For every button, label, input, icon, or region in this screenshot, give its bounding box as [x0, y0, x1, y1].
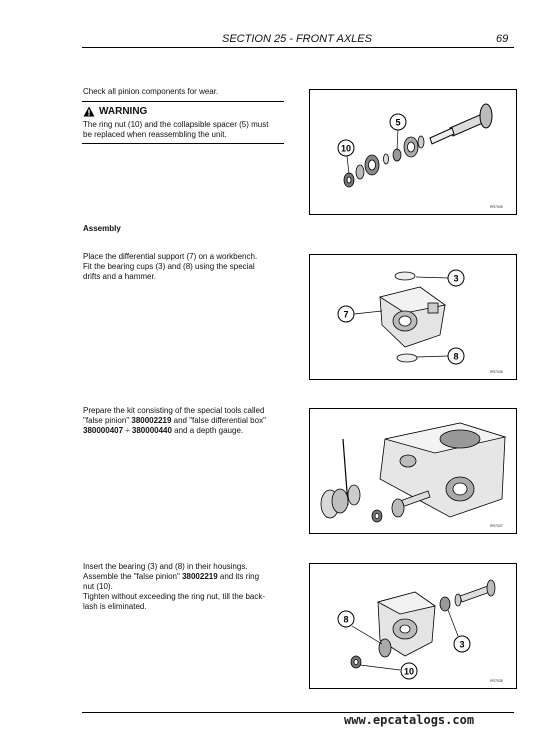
section-title: SECTION 25 - FRONT AXLES: [222, 33, 372, 45]
svg-text:10: 10: [403, 666, 415, 677]
tools-text-line-1: Prepare the kit consisting of the special tools called: [83, 406, 265, 415]
warning-top-rule: [82, 101, 284, 102]
callout-3: [416, 270, 464, 286]
install-text-line-4: Tighten without exceeding the ring nut, till the back-: [83, 592, 266, 601]
svg-text:5: 5: [395, 117, 401, 128]
header-rule: [82, 47, 514, 48]
warning-heading: [83, 106, 147, 117]
svg-text:7: 7: [343, 309, 349, 320]
install-text-line-1: Insert the bearing (3) and (8) in their housings.: [83, 562, 248, 571]
pinion-parts: [344, 136, 424, 187]
install-text-line-2: Assemble the "false pinion" 38002219 and its ring: [83, 572, 260, 581]
callout-10: [360, 663, 417, 679]
warning-title: WARNING: [99, 106, 148, 117]
assembly-text-line-3: drifts and a hammer.: [83, 272, 156, 281]
figure-code: RR7537: [490, 524, 503, 528]
figure-code: RR7535: [490, 205, 503, 209]
callout-7: [338, 306, 382, 322]
housing-with-pinion: [351, 580, 495, 668]
tools-text-line-3: 380000407 ÷ 380000440 and a depth gauge.: [83, 426, 244, 435]
install-text-line-5: lash is eliminated.: [83, 602, 147, 611]
figure-differential-support: [309, 254, 517, 380]
warning-text-line-2: be replaced when reassembling the unit.: [83, 130, 227, 139]
warning-text-line-1: The ring nut (10) and the collapsible spacer (5) must: [83, 120, 269, 129]
svg-text:3: 3: [453, 273, 459, 284]
svg-text:10: 10: [340, 143, 352, 154]
tools-text-line-2: "false pinion" 380002219 and "false differential box": [83, 416, 266, 425]
assembly-heading: Assembly: [83, 224, 121, 233]
assembly-text-line-2: Fit the bearing cups (3) and (8) using the special: [83, 262, 255, 271]
warning-bottom-rule: [82, 143, 284, 144]
figure-special-tools: [309, 408, 517, 534]
pinion-shaft: [430, 104, 492, 144]
intro-text: Check all pinion components for wear.: [83, 87, 219, 96]
callout-8: [417, 348, 464, 364]
svg-text:8: 8: [343, 614, 349, 625]
svg-text:8: 8: [453, 351, 459, 362]
page-number: 69: [496, 33, 509, 45]
figure-code: RR7536: [490, 370, 503, 374]
callout-10: [338, 140, 354, 174]
figure-code: RR7538: [490, 679, 503, 683]
warning-triangle-icon: [83, 106, 95, 117]
figure-false-pinion-assembly: [309, 563, 517, 689]
install-text-line-3: nut (10).: [83, 582, 113, 591]
svg-text:3: 3: [459, 639, 465, 650]
callout-5: [390, 114, 406, 150]
assembly-text-line-1: Place the differential support (7) on a workbench.: [83, 252, 258, 261]
callout-3: [448, 610, 470, 652]
figure-pinion-components: [309, 89, 517, 215]
footer-url: www.epcatalogs.com: [344, 713, 475, 727]
differential-support: [380, 272, 445, 362]
callout-8: [338, 611, 382, 644]
